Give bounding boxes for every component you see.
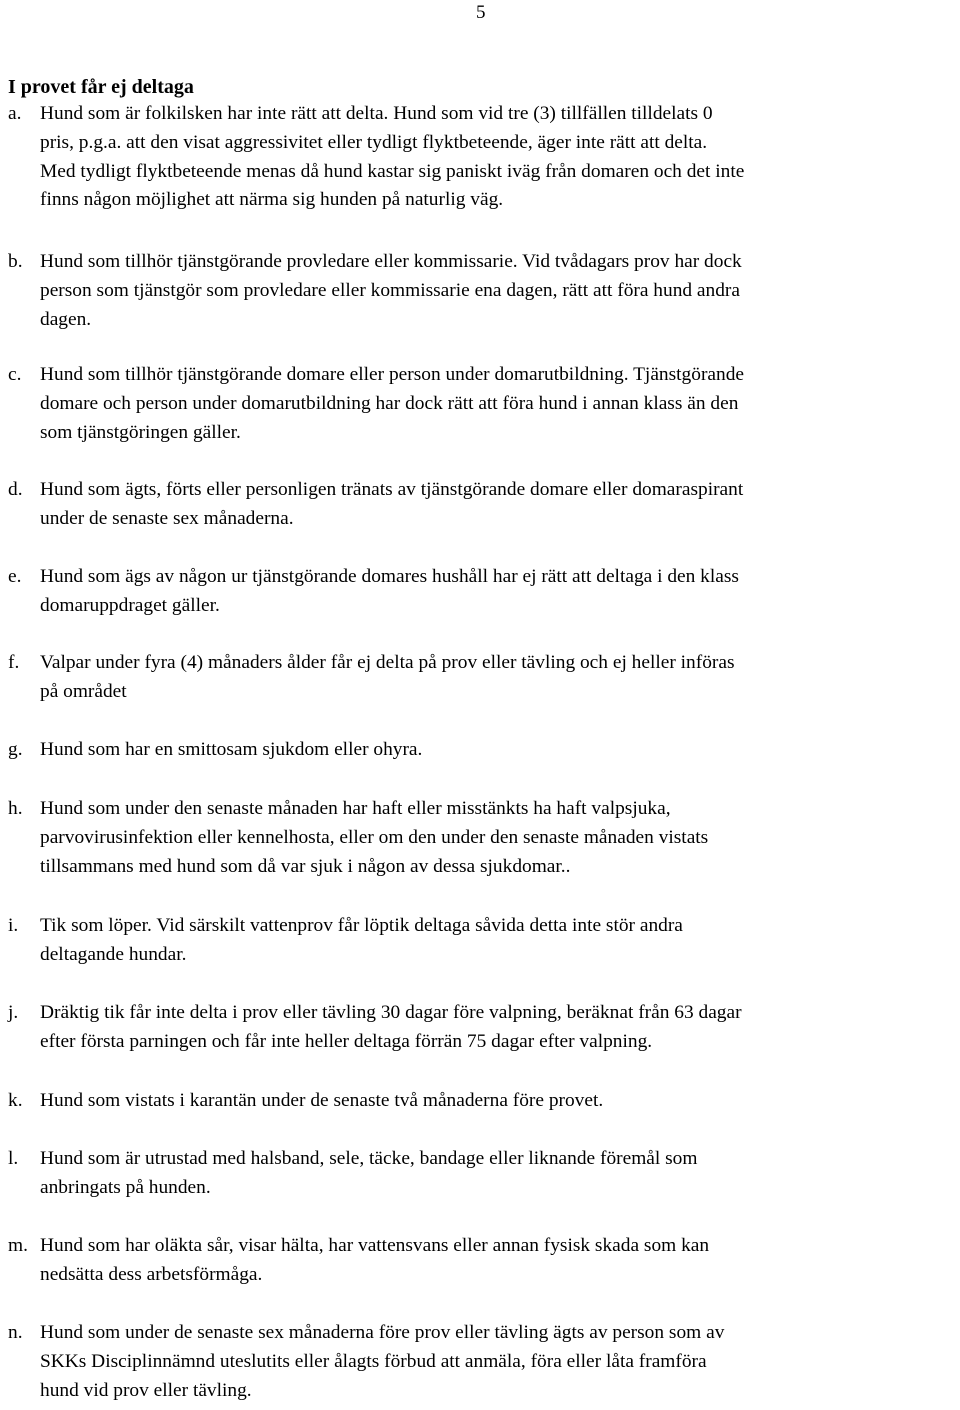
text-line: parvovirusinfektion eller kennelhosta, eller om den under den senaste månaden vistats	[40, 826, 709, 848]
list-item-letter: g.	[8, 739, 23, 760]
section-heading: I provet får ej deltaga	[8, 76, 194, 98]
text-line: Hund som har oläkta sår, visar hälta, har vattensvans eller annan fysisk skada som kan	[40, 1235, 710, 1256]
text-line: efter första parningen och får inte heller deltaga förrän 75 dagar efter valpning.	[40, 1030, 653, 1052]
list-item	[8, 795, 958, 881]
list-item-text	[40, 795, 958, 881]
text-line: Hund som har en smittosam sjukdom eller ohyra.	[40, 739, 423, 760]
list-item-letter: l.	[8, 1148, 19, 1169]
list-item-text	[40, 999, 958, 1057]
text-line: Hund som ägts, förts eller personligen tränats av tjänstgörande domare eller domaraspirant	[40, 479, 744, 500]
list-item-text	[40, 476, 958, 534]
text-line: Med tydligt flyktbeteende menas då hund kastar sig paniskt iväg från domaren och det inte	[40, 160, 745, 182]
text-line: deltagande hundar.	[40, 943, 187, 965]
list-item-text	[40, 649, 958, 707]
list-item	[8, 736, 958, 765]
text-line: hund vid prov eller tävling.	[40, 1379, 252, 1401]
list-item-letter: k.	[8, 1090, 23, 1111]
text-line: Hund som under den senaste månaden har haft eller misstänkts ha haft valpsjuka,	[40, 798, 671, 819]
list-item-text	[40, 736, 958, 765]
text-line: Dräktig tik får inte delta i prov eller tävling 30 dagar före valpning, beräknat från 63 dagar	[40, 1002, 742, 1023]
text-line: Hund som ägs av någon ur tjänstgörande domares hushåll har ej rätt att deltaga i den klass	[40, 566, 739, 587]
text-line: Hund som är folkilsken har inte rätt att delta. Hund som vid tre (3) tillfällen tilldelats 0	[40, 103, 713, 124]
list-item-letter: e.	[8, 566, 22, 587]
list-item-letter: m.	[8, 1235, 28, 1256]
list-item-text	[40, 1145, 958, 1203]
list-item	[8, 649, 958, 707]
list-item-letter: d.	[8, 479, 23, 500]
list-item-letter: a.	[8, 103, 22, 124]
list-item-text	[40, 248, 958, 334]
list-item-text	[40, 1087, 958, 1116]
list-item	[8, 100, 958, 215]
text-line: pris, p.g.a. att den visat aggressivitet eller tydligt flyktbeteende, äger inte rätt att delta.	[40, 131, 708, 153]
list-item	[8, 999, 958, 1057]
list-item	[8, 248, 958, 334]
text-line: Tik som löper. Vid särskilt vattenprov får löptik deltaga såvida detta inte stör andra	[40, 915, 683, 936]
text-line: Hund som tillhör tjänstgörande domare eller person under domarutbildning. Tjänstgörande	[40, 364, 745, 385]
list-item-letter: i.	[8, 915, 19, 936]
list-item-text	[40, 100, 958, 215]
text-line: dagen.	[40, 308, 92, 330]
list-item	[8, 476, 958, 534]
list-item	[8, 361, 958, 447]
list-item	[8, 912, 958, 970]
list-item-letter: b.	[8, 251, 23, 272]
list-item-letter: n.	[8, 1322, 23, 1343]
list-item-letter: j.	[8, 1002, 19, 1023]
text-line: nedsätta dess arbetsförmåga.	[40, 1263, 263, 1285]
text-line: Hund som vistats i karantän under de senaste två månaderna före provet.	[40, 1090, 604, 1111]
list-item-text	[40, 361, 958, 447]
page-number: 5	[476, 2, 486, 23]
text-line: anbringats på hunden.	[40, 1176, 211, 1198]
list-item-text	[40, 1319, 958, 1405]
text-line: domare och person under domarutbildning har dock rätt att föra hund i annan klass än den	[40, 392, 739, 414]
list-item	[8, 563, 958, 621]
text-line: finns någon möjlighet att närma sig hunden på naturlig väg.	[40, 189, 504, 211]
text-line: under de senaste sex månaderna.	[40, 507, 294, 529]
text-line: SKKs Disciplinnämnd uteslutits eller ålagts förbud att anmäla, föra eller låta framföra	[40, 1350, 707, 1372]
list-item-text	[40, 1232, 958, 1290]
list-item-letter: h.	[8, 798, 23, 819]
text-line: på området	[40, 680, 127, 702]
list-item	[8, 1319, 958, 1405]
list-item-letter: f.	[8, 652, 20, 673]
text-line: tillsammans med hund som då var sjuk i någon av dessa sjukdomar..	[40, 855, 571, 877]
list-item-letter: c.	[8, 364, 22, 385]
text-line: Hund som är utrustad med halsband, sele, täcke, bandage eller liknande föremål som	[40, 1148, 698, 1169]
list-item	[8, 1145, 958, 1203]
text-line: Valpar under fyra (4) månaders ålder får ej delta på prov eller tävling och ej heller införas	[40, 652, 735, 673]
list-item-text	[40, 563, 958, 621]
text-line: Hund som tillhör tjänstgörande provledare eller kommissarie. Vid tvådagars prov har dock	[40, 251, 742, 272]
text-line: Hund som under de senaste sex månaderna före prov eller tävling ägts av person som av	[40, 1322, 725, 1343]
text-line: som tjänstgöringen gäller.	[40, 421, 241, 443]
list-item	[8, 1232, 958, 1290]
list-item-text	[40, 912, 958, 970]
text-line: person som tjänstgör som provledare eller kommissarie ena dagen, rätt att föra hund andra	[40, 279, 740, 301]
text-line: domaruppdraget gäller.	[40, 594, 220, 616]
list-item	[8, 1087, 958, 1116]
